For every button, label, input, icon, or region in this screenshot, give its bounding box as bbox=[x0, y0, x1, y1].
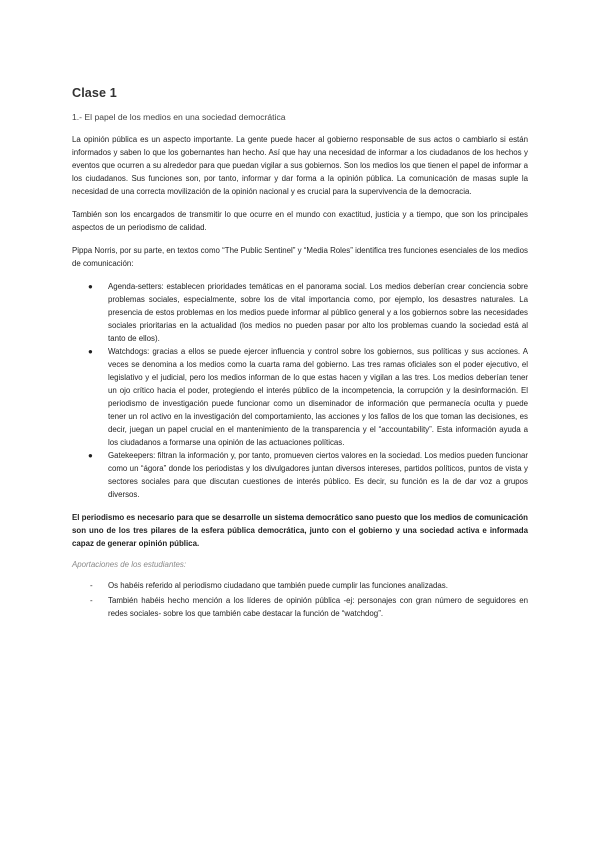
bullet-icon: ● bbox=[88, 347, 93, 356]
list-item-text: Gatekeepers: filtran la información y, por tanto, promueven ciertos valores en la sociedad. Los medios pueden funcionar como un “ágora” donde los periodistas y los divulgadores juntan diversos intereses, partidos políticos, puntos de vista y sectores sociales para que discutan cuestiones de interés público. Es decir, su función es la de dar voz a grupos diversos. bbox=[108, 451, 528, 499]
dash-icon: - bbox=[90, 581, 93, 590]
conclusion-paragraph: El periodismo es necesario para que se desarrolle un sistema democrático sano puesto que los medios de comunicación son uno de los tres pilares de la esfera pública democrática, junto con el gobierno y una sociedad activa e informada capaz de generar opinión pública. bbox=[72, 513, 528, 548]
bullet-icon: ● bbox=[88, 282, 93, 291]
list-item bbox=[72, 449, 528, 501]
dash-icon: - bbox=[90, 596, 93, 605]
list-item-text: Watchdogs: gracias a ellos se puede ejercer influencia y control sobre los gobiernos, sus políticas y sus acciones. A veces se denomina a los medios como la cuarta rama del gobierno. Las tres ramas oficiales son el poder ejecutivo, el legislativo y el judicial, pero los medios informan de lo que estas hacen y vigilan a las tres. Los medios deberían tener un ojo crítico hacia el poder, protegiendo el interés público de la incompetencia, la corrupción y la desinformación. El periodismo de investigación puede funcionar como un diseminador de información que permanecía oculta y puede tener un rol activo en la investigación del comportamiento, las acciones y los fallos de los que toman las decisiones, es decir, juegan un papel crucial en el mantenimiento de la transparencia y el “accountability”. Esta información ayuda a los ciudadanos a formarse una opinión de las actuaciones políticas. bbox=[108, 347, 528, 447]
list-item-text: Agenda-setters: establecen prioridades temáticas en el panorama social. Los medios deberían crear conciencia sobre problemas sociales, especialmente, sobre los de vital importancia como, por ejemplo, los desastres naturales. La presencia de estos problemas en los medios puede informar al público general y a los gobiernos sobre las necesidades sociales prioritarias en la actualidad (los medios no pueden pasar por alto los problemas cuando la sociedad está al tanto de ellos). bbox=[108, 282, 528, 343]
list-item bbox=[72, 345, 528, 449]
functions-list bbox=[72, 280, 528, 501]
contributions-heading: Aportaciones de los estudiantes: bbox=[72, 560, 187, 569]
paragraph: La opinión pública es un aspecto importante. La gente puede hacer al gobierno responsable de sus actos o cambiarlo si están informados y saben lo que los gobernantes han hecho. Así que hay una necesidad de informar a los ciudadanos de los hechos y eventos que ocurren a su alrededor para que puedan vigilar a sus gobiernos. Son los medios los que tienen el papel de informar a los ciudadanos. Sus funciones son, por tanto, informar y dar forma a la opinión pública. La comunicación de masas suple la necesidad de una correcta movilización de la opinión nacional y es crucial para la supervivencia de la democracia. bbox=[72, 135, 528, 196]
list-item bbox=[72, 594, 528, 620]
contributions-list bbox=[72, 579, 528, 620]
list-item bbox=[72, 280, 528, 345]
page-title: Clase 1 bbox=[72, 86, 117, 100]
paragraph: Pippa Norris, por su parte, en textos como “The Public Sentinel” y “Media Roles” identifica tres funciones esenciales de los medios de comunicación: bbox=[72, 246, 528, 268]
list-item-text: También habéis hecho mención a los líderes de opinión pública -ej: personajes con gran número de seguidores en redes sociales- sobre los que también cabe destacar la función de “watchdog”. bbox=[108, 596, 528, 618]
bullet-icon: ● bbox=[88, 451, 93, 460]
list-item-text: Os habéis referido al periodismo ciudadano que también puede cumplir las funciones analizadas. bbox=[108, 581, 448, 590]
section-subtitle: 1.- El papel de los medios en una sociedad democrática bbox=[72, 112, 286, 122]
document-page bbox=[72, 86, 528, 622]
paragraph: También son los encargados de transmitir lo que ocurre en el mundo con exactitud, justicia y a tiempo, que son los principales aspectos de un periodismo de calidad. bbox=[72, 210, 528, 232]
list-item bbox=[72, 579, 528, 592]
